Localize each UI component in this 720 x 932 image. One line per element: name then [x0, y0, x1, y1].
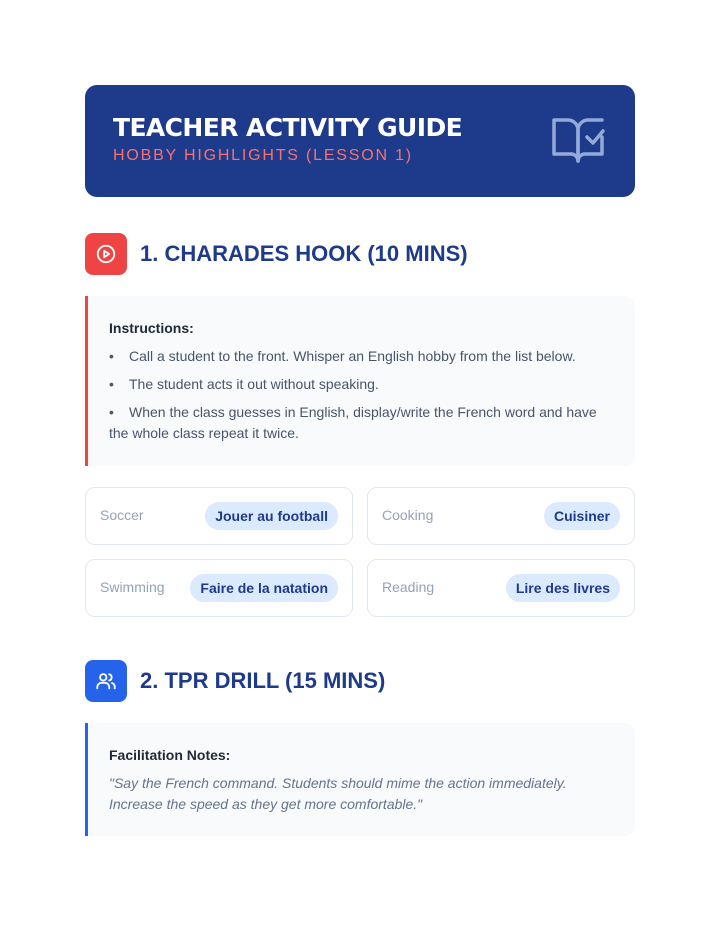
french-translation: Cuisiner [544, 502, 620, 530]
page-subtitle: HOBBY HIGHLIGHTS (LESSON 1) [113, 147, 413, 164]
vocab-card-soccer [85, 487, 353, 545]
facilitation-notes-callout [85, 723, 635, 836]
english-word: Reading [382, 579, 435, 595]
instructions-callout [85, 296, 635, 466]
instructions-label: Instructions: [109, 320, 194, 336]
list-item: • Call a student to the front. Whisper an English hobby from the list below. [109, 348, 576, 364]
section-charades-heading [85, 233, 635, 275]
english-word: Soccer [100, 507, 144, 523]
english-word: Cooking [382, 507, 434, 523]
french-translation: Jouer au football [205, 502, 338, 530]
list-item: • The student acts it out without speaking. [109, 376, 379, 392]
french-translation: Faire de la natation [190, 574, 338, 602]
header-banner [85, 85, 635, 197]
vocab-card-reading [367, 559, 635, 617]
vocab-card-cooking [367, 487, 635, 545]
section-title: 2. TPR DRILL (15 MINS) [140, 668, 386, 693]
users-icon [85, 660, 127, 702]
english-word: Swimming [100, 579, 165, 595]
page-title: TEACHER ACTIVITY GUIDE [113, 113, 463, 142]
french-translation: Lire des livres [506, 574, 620, 602]
section-title: 1. CHARADES HOOK (10 MINS) [140, 241, 468, 266]
book-check-icon [551, 115, 607, 165]
notes-quote: "Say the French command. Students should mime the action immediately. Increase the speed as they get more comfortable." [109, 775, 567, 812]
vocab-card-swimming [85, 559, 353, 617]
list-item: • When the class guesses in English, display/write the French word and have the whole class repeat it twice. [109, 404, 597, 441]
section-tpr-heading [85, 660, 635, 702]
play-circle-icon [85, 233, 127, 275]
notes-label: Facilitation Notes: [109, 747, 231, 763]
